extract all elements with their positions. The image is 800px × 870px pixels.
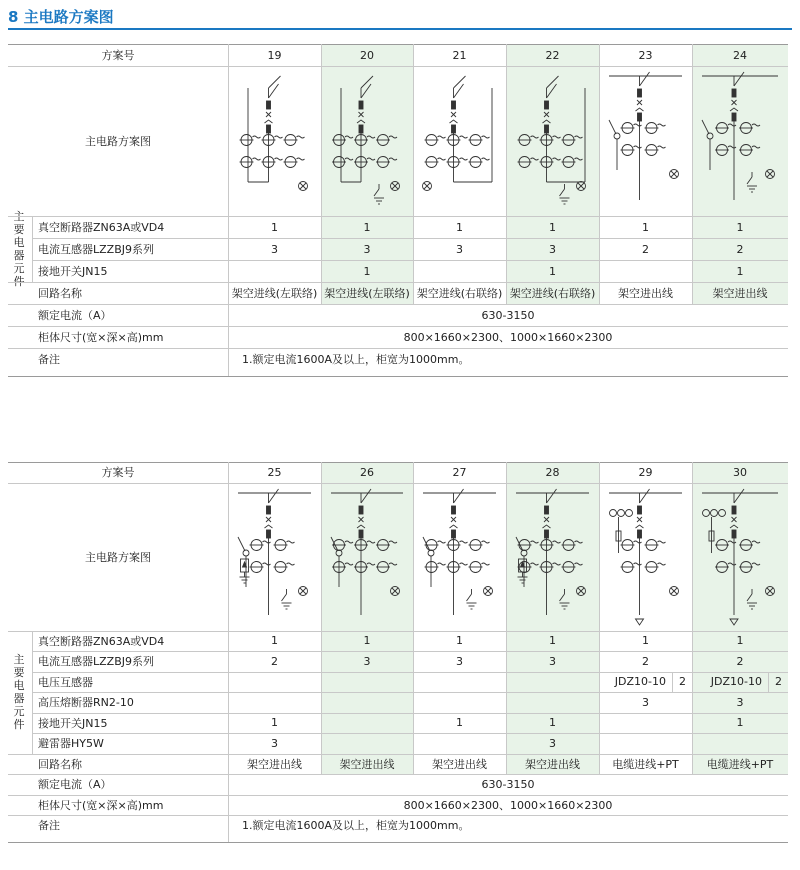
col-divider (413, 462, 414, 774)
scheme-table-25-30 (8, 462, 788, 854)
circuit-schematic (321, 66, 413, 216)
diagram-row-label: 主电路方案图 (85, 550, 151, 564)
row-divider (8, 815, 788, 816)
component-value: 2 (642, 654, 649, 668)
col-divider (506, 44, 507, 304)
component-value (599, 733, 692, 754)
pt-count: 2 (672, 672, 692, 693)
rated-current-label: 额定电流（A） (38, 309, 112, 322)
row-divider (8, 376, 788, 377)
circuit-name: 架空进出线 (339, 757, 395, 771)
cabinet-size-label: 柜体尺寸(宽×深×高)mm (38, 331, 164, 344)
circuit-schematic (506, 66, 599, 216)
remarks-value: 1.额定电流1600A及以上，柜宽为1000mm。 (242, 353, 470, 366)
component-value: 1 (549, 634, 556, 648)
rated-current-value: 630-3150 (481, 308, 535, 322)
row-divider (8, 304, 788, 305)
component-value: 1 (642, 220, 649, 234)
title-divider (8, 28, 792, 30)
col-divider (692, 462, 693, 774)
component-value (413, 672, 506, 693)
component-name: 避雷器HY5W (38, 737, 104, 751)
component-value (321, 713, 413, 734)
component-value: 1 (736, 634, 744, 648)
component-value: 1 (736, 716, 744, 730)
component-value (599, 713, 692, 734)
component-value: 1 (549, 716, 556, 730)
component-value: 3 (549, 242, 556, 256)
circuit-name-label: 回路名称 (38, 757, 82, 771)
remarks-label: 备注 (38, 353, 60, 366)
row-divider (8, 462, 788, 463)
component-value (321, 733, 413, 754)
row-divider (8, 483, 788, 484)
component-value (228, 672, 321, 693)
component-value: 1 (736, 264, 744, 278)
circuit-name-label: 回路名称 (38, 287, 82, 300)
cabinet-size-value: 800×1660×2300、1000×1660×2300 (403, 798, 613, 812)
component-value (506, 692, 599, 713)
circuit-name: 架空进出线 (247, 757, 302, 771)
component-name: 真空断路器ZN63A或VD4 (38, 634, 165, 648)
main-components-label: 主要电器元件 (13, 653, 25, 731)
component-name: 电流互感器LZZBJ9系列 (38, 655, 154, 669)
row-divider (8, 842, 788, 843)
scheme-table-19-24 (8, 44, 788, 390)
col-divider (599, 44, 600, 304)
component-value: 3 (642, 695, 649, 709)
col-divider (506, 462, 507, 774)
component-value: 3 (271, 242, 278, 256)
component-name: 接地开关JN15 (38, 716, 108, 730)
circuit-name: 架空进线(左联络) (324, 287, 410, 300)
circuit-name: 架空进出线 (432, 757, 487, 771)
scheme-number: 22 (545, 48, 560, 62)
circuit-schematic (599, 483, 692, 631)
component-value (599, 672, 692, 693)
circuit-name: 电缆进线+PT (706, 757, 774, 771)
diagram-row-label: 主电路方案图 (85, 135, 151, 148)
row-divider (32, 692, 788, 693)
scheme-number: 24 (733, 48, 747, 62)
circuit-schematic (413, 483, 506, 631)
component-value (321, 672, 413, 693)
scheme-number: 29 (638, 465, 653, 479)
circuit-schematic (228, 483, 321, 631)
circuit-name: 电缆进线+PT (612, 757, 679, 771)
row-divider (32, 651, 788, 652)
scheme-number: 21 (452, 48, 467, 62)
component-value: 3 (363, 242, 371, 256)
row-divider (8, 631, 788, 632)
component-value: 1 (456, 716, 463, 730)
row-divider (8, 774, 788, 775)
col-divider (321, 462, 322, 774)
circuit-schematic (506, 483, 599, 631)
component-value: 1 (363, 220, 371, 234)
component-value: 1 (736, 220, 744, 234)
cabinet-size-value: 800×1660×2300、1000×1660×2300 (403, 331, 613, 344)
scheme-number: 25 (267, 465, 282, 479)
scheme-number: 26 (360, 465, 374, 479)
row-divider (32, 260, 788, 261)
component-value: 1 (271, 634, 278, 648)
component-value: 3 (456, 654, 463, 668)
row-divider (8, 795, 788, 796)
col-divider (228, 44, 229, 304)
col-divider (599, 462, 600, 774)
scheme-number-label: 方案号 (101, 466, 135, 480)
pt-model: JDZ10-10 (710, 675, 762, 689)
col-divider (413, 44, 414, 304)
col-divider (228, 304, 229, 376)
circuit-name: 架空进出线 (618, 287, 673, 300)
component-name: 真空断路器ZN63A或VD4 (38, 221, 165, 234)
component-value: 1 (271, 716, 278, 730)
col-divider (692, 44, 693, 304)
scheme-number: 19 (267, 48, 282, 62)
scheme-number-label: 方案号 (101, 49, 135, 62)
component-value (228, 260, 321, 282)
component-value: 3 (549, 736, 556, 750)
component-value: 2 (271, 654, 278, 668)
component-name: 接地开关JN15 (38, 265, 108, 278)
row-divider (8, 44, 788, 45)
col-divider (228, 462, 229, 774)
scheme-number: 20 (360, 48, 374, 62)
component-value (321, 692, 413, 713)
row-divider (8, 282, 788, 283)
row-divider (32, 238, 788, 239)
component-value (506, 672, 599, 693)
circuit-schematic (413, 66, 506, 216)
col-divider (321, 44, 322, 304)
rated-current-label: 额定电流（A） (38, 778, 112, 792)
component-value: 3 (363, 654, 371, 668)
component-value: 1 (456, 220, 463, 234)
section-title: 8 主电路方案图 (8, 8, 114, 26)
circuit-schematic (692, 66, 788, 216)
row-divider (8, 216, 788, 217)
circuit-schematic (599, 66, 692, 216)
row-divider (8, 326, 788, 327)
circuit-schematic (228, 66, 321, 216)
circuit-name: 架空进线(右联络) (416, 287, 503, 300)
component-value (413, 692, 506, 713)
component-value: 3 (271, 736, 278, 750)
component-value: 2 (642, 242, 649, 256)
circuit-name: 架空进线(左联络) (231, 287, 318, 300)
component-value: 1 (456, 634, 463, 648)
col-divider (32, 216, 33, 282)
component-value (692, 672, 788, 693)
col-divider (32, 631, 33, 754)
pt-count: 2 (768, 672, 788, 693)
component-value (599, 260, 692, 282)
component-value (692, 733, 788, 754)
component-value: 2 (736, 654, 744, 668)
main-components-label: 主要电器元件 (13, 210, 25, 288)
component-value: 1 (642, 634, 649, 648)
remarks-value: 1.额定电流1600A及以上，柜宽为1000mm。 (242, 819, 470, 833)
circuit-schematic (321, 483, 413, 631)
component-value: 1 (363, 634, 371, 648)
component-value: 2 (736, 242, 744, 256)
row-divider (8, 66, 788, 67)
component-value (413, 733, 506, 754)
component-value: 1 (549, 220, 556, 234)
component-value: 1 (363, 264, 371, 278)
row-divider (8, 754, 788, 755)
col-divider (228, 774, 229, 842)
row-divider (32, 713, 788, 714)
component-name: 高压熔断器RN2-10 (38, 696, 134, 710)
scheme-number: 28 (545, 465, 560, 479)
component-value (228, 692, 321, 713)
component-value: 3 (456, 242, 463, 256)
cabinet-size-label: 柜体尺寸(宽×深×高)mm (38, 798, 164, 812)
component-value: 1 (549, 264, 556, 278)
rated-current-value: 630-3150 (481, 777, 535, 791)
circuit-schematic (692, 483, 788, 631)
scheme-number: 23 (638, 48, 653, 62)
component-value (413, 260, 506, 282)
component-value: 3 (549, 654, 556, 668)
pt-model: JDZ10-10 (614, 675, 666, 689)
row-divider (8, 348, 788, 349)
remarks-label: 备注 (38, 819, 60, 833)
component-name: 电压互感器 (38, 675, 93, 689)
scheme-number: 27 (452, 465, 467, 479)
component-value: 1 (271, 220, 278, 234)
component-name: 电流互感器LZZBJ9系列 (38, 243, 154, 256)
circuit-name: 架空进出线 (712, 287, 768, 300)
circuit-name: 架空进出线 (525, 757, 580, 771)
circuit-name: 架空进线(右联络) (509, 287, 596, 300)
component-value: 3 (736, 695, 744, 709)
scheme-number: 30 (733, 465, 747, 479)
row-divider (32, 672, 788, 673)
row-divider (32, 733, 788, 734)
